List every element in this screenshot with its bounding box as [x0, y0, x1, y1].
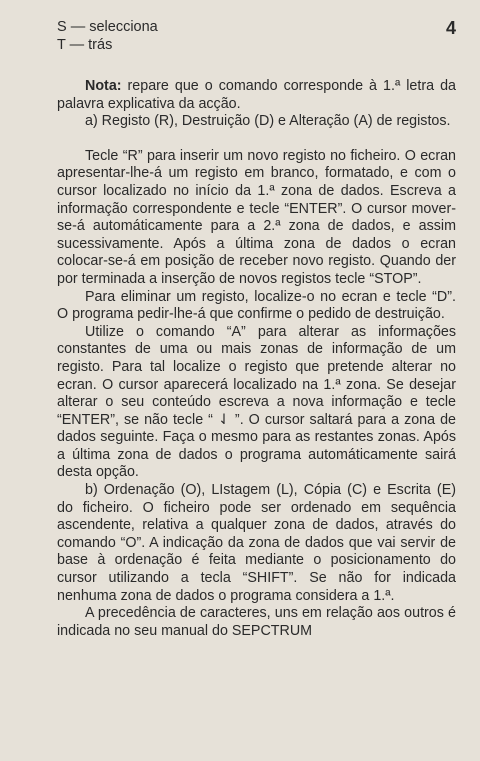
- paragraph-section-b: b) Ordenação (O), LIstagem (L), Cópia (C) e Escrita (E) do ficheiro. O ficheiro pode ser ordenado em sequência ascendente, relativa a qualquer zona de dados, através do comando “O”. A indicação da zona de dados que vai servir de base à ordenação é feita mediante o posicionamento do cursor utilizando a tecla “SHIFT”. Se não for indicada nenhuma zona de dados o programa considera a 1.ª.: [57, 482, 456, 604]
- page-number: 4: [445, 18, 456, 38]
- nota-paragraph: [57, 78, 456, 113]
- paragraph-precedence: A precedência de caracteres, uns em relação aos outros é indicada no seu manual do SEPCTRUM: [57, 605, 456, 639]
- menu-option-back: T — trás: [57, 37, 113, 53]
- menu-option-select: S — selecciona: [57, 19, 158, 35]
- paragraph-insert-record: Tecle “R” para inserir um novo registo no ficheiro. O ecran apresentar-lhe-á um registo em branco, formatado, e com o cursor localizado no início da 1.ª zona de dados. Escreva a informação correspondente e tecle “ENTER”. O cursor mover-se-á automáticamente para a 2.ª zona de dados, e assim sucessivamente. Após a última zona de dados o ecran colocar-se-á em posição de receber novo registo. Quando der por terminada a inserção de novos registos tecle “STOP”.: [57, 147, 456, 287]
- paragraph-alter-record: Utilize o comando “A” para alterar as informações constantes de uma ou mais zonas de informação de um registo. Para tal localize o registo que pretende alterar no ecran. O cursor aparecerá localizado na 1.ª zona. Se desejar alterar o seu conteúdo escreva a nova informação e tecle “ENTER”, se não tecle “ ⇃ ”. O cursor saltará para a zona de dados seguinte. Faça o mesmo para as restantes zonas. Após a última zona de dados o programa automáticamente sairá desta opção.: [57, 323, 456, 481]
- nota-text: repare que o comando corresponde à 1.ª letra da palavra explicativa da acção.: [57, 78, 456, 112]
- menu-legend: [57, 18, 456, 54]
- nota-label: Nota:: [85, 78, 122, 94]
- paragraph-section-a: a) Registo (R), Destruição (D) e Alteração (A) de registos.: [85, 113, 451, 130]
- paragraph-delete-record: Para eliminar um registo, localize-o no ecran e tecle “D”. O programa pedir-lhe-á que confirme o pedido de destruição.: [57, 288, 456, 323]
- page-body: [57, 78, 456, 640]
